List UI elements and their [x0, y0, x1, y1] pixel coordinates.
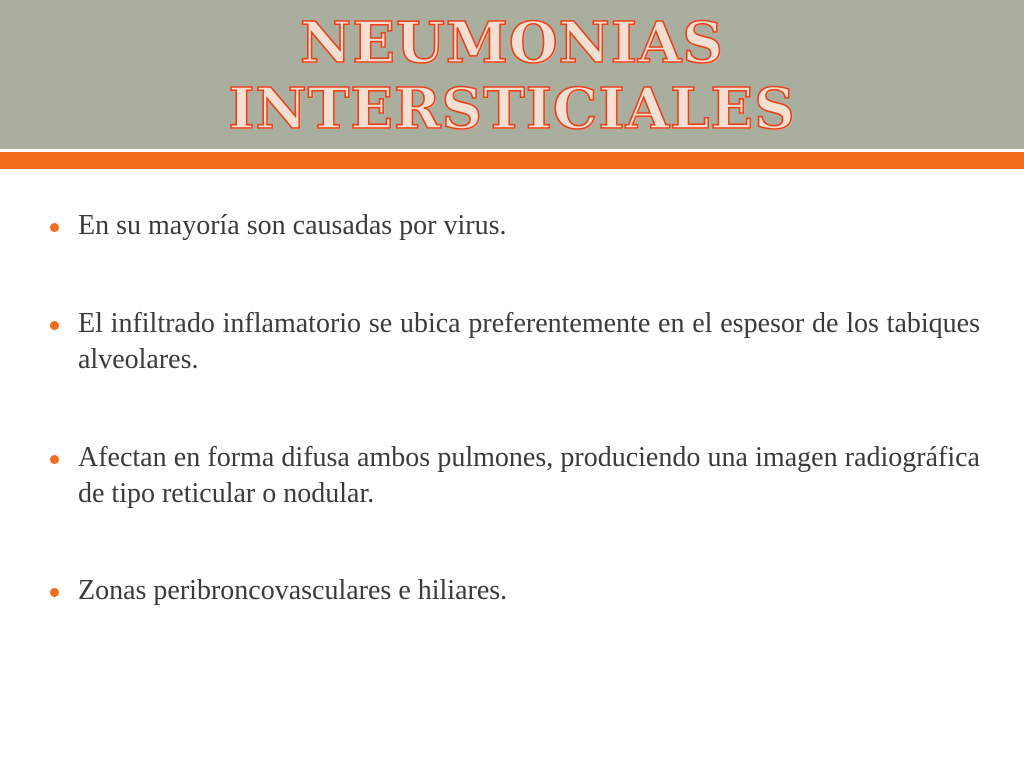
bullet-item	[44, 440, 980, 512]
bullet-dot-icon	[50, 588, 59, 597]
bullet-text: Afectan en forma difusa ambos pulmones, produciendo una imagen radiográfica de tipo reticular o nodular.	[78, 442, 980, 509]
bullet-text: El infiltrado inflamatorio se ubica preferentemente en el espesor de los tabiques alveolares.	[78, 308, 980, 375]
bullet-dot-icon	[50, 321, 59, 330]
bullet-item	[44, 573, 980, 609]
bullet-item	[44, 208, 980, 244]
bullet-text: En su mayoría son causadas por virus.	[78, 210, 507, 241]
slide-title-line-1: NEUMONIAS	[300, 10, 724, 76]
accent-bar	[0, 152, 1024, 169]
bullet-list	[44, 208, 980, 609]
bullet-text: Zonas peribroncovasculares e hiliares.	[78, 575, 508, 606]
bullet-dot-icon	[50, 455, 59, 464]
slide-title-line-2: INTERSTICIALES	[228, 76, 796, 142]
slide-title	[0, 10, 1024, 142]
bullet-item	[44, 306, 980, 378]
bullet-dot-icon	[50, 223, 59, 232]
